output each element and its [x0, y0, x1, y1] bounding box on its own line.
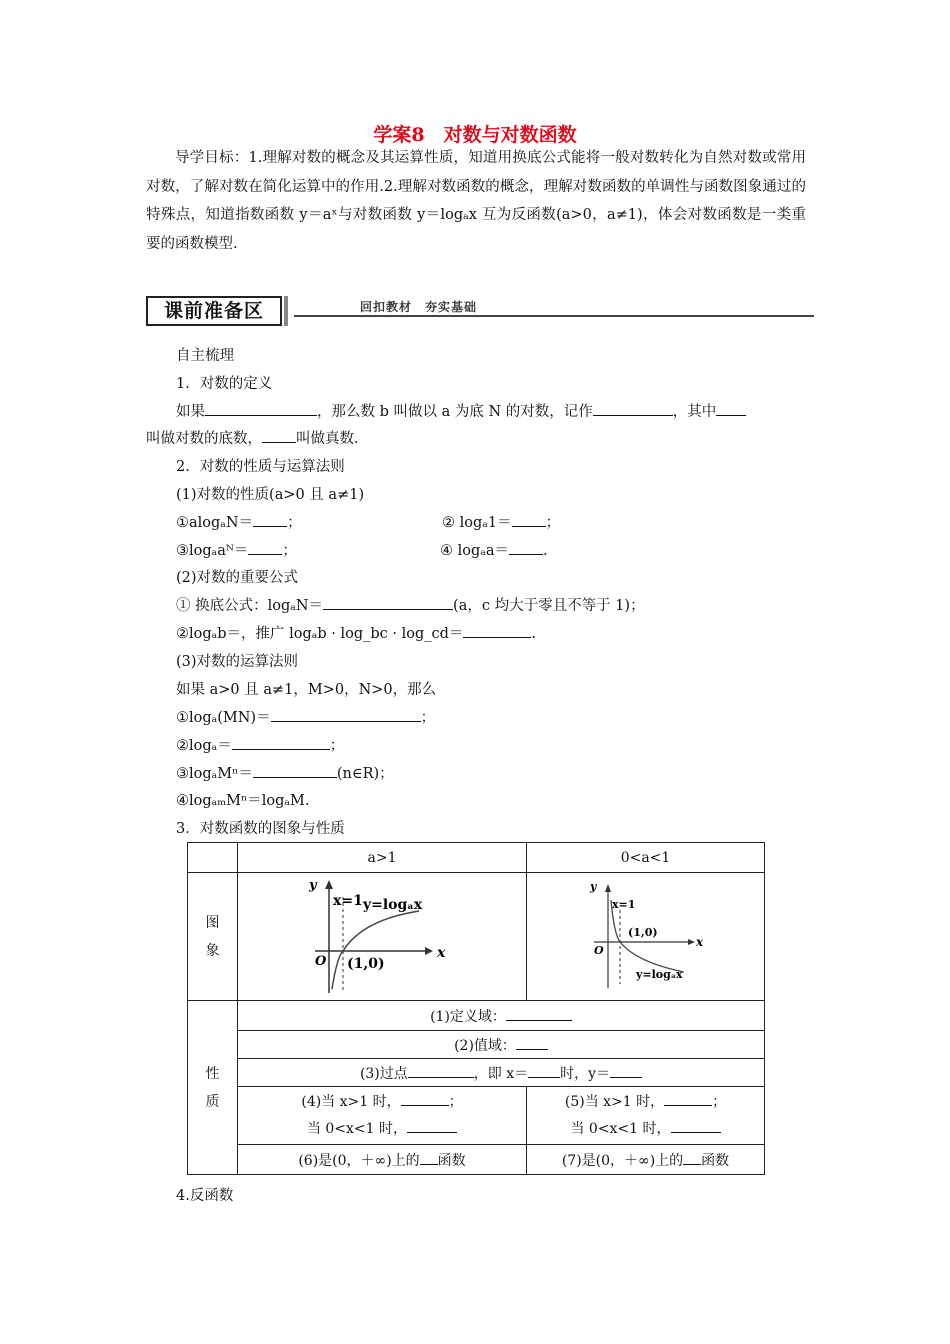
y-label: y [589, 879, 596, 893]
answer-blank[interactable] [323, 595, 453, 610]
answer-blank[interactable] [516, 1035, 548, 1050]
text-fragment: (5)当 x>1 时， [564, 1093, 665, 1110]
rule-4: ④logₐₘMⁿ＝logₐM. [176, 793, 310, 809]
banner-subtitle: 回扣教材 夯实基础 [360, 300, 478, 314]
property-3 [176, 539, 297, 560]
origin-label: O [315, 953, 327, 969]
answer-blank[interactable] [205, 401, 317, 416]
answer-blank[interactable] [664, 1091, 712, 1106]
prop-range [238, 1031, 765, 1059]
learning-goals [146, 144, 806, 258]
graph-increasing [307, 875, 457, 995]
section-1-heading: 1．对数的定义 [176, 376, 273, 392]
banner-divider [284, 296, 288, 326]
text-fragment: ② logₐ1＝ [442, 515, 512, 531]
prop-line [527, 1089, 764, 1116]
col-header-a-lt-1: 0<a<1 [527, 843, 765, 873]
prop-monotonic-decreasing [527, 1145, 765, 1175]
graph-cell-increasing [238, 873, 527, 1001]
answer-blank[interactable] [232, 735, 330, 750]
answer-blank[interactable] [463, 623, 531, 638]
answer-blank[interactable] [610, 1063, 642, 1078]
section-3-heading: 3．对数函数的图象与性质 [176, 821, 345, 837]
curve-label: y=logₐx [635, 967, 682, 981]
prop-fixed-point [238, 1059, 765, 1087]
answer-blank[interactable] [716, 401, 746, 416]
answer-blank[interactable] [248, 540, 282, 555]
point-label: (1,0) [627, 925, 658, 939]
answer-blank[interactable] [401, 1091, 449, 1106]
x-axis-arrow [425, 947, 433, 955]
property-2 [442, 511, 560, 532]
answer-blank[interactable] [528, 1063, 560, 1078]
answer-blank[interactable] [683, 1150, 701, 1165]
subsection-2-1: (1)对数的性质(a>0 且 a≠1) [176, 487, 365, 503]
answer-blank[interactable] [253, 512, 287, 527]
text-fragment: (3)过点 [359, 1065, 408, 1082]
property-4 [440, 539, 548, 560]
rule-condition: 如果 a>0 且 a≠1，M>0，N>0，那么 [176, 682, 437, 698]
text-fragment: ②logₐ＝ [176, 738, 232, 754]
text-fragment: (6)是(0，＋∞)上的 [298, 1152, 420, 1169]
row-header-text: 性质 [205, 1065, 220, 1110]
answer-blank[interactable] [253, 763, 337, 778]
definition-line [176, 400, 746, 421]
section-4-heading: 4.反函数 [176, 1188, 234, 1204]
prop-sign-decreasing [527, 1087, 765, 1145]
definition-line-2 [146, 427, 359, 448]
y-label: y [309, 877, 317, 893]
text-fragment: 如果 [176, 404, 205, 420]
row-header-graph [188, 873, 238, 1001]
prop-sign-increasing [238, 1087, 527, 1145]
text-fragment: ②logₐb＝，推广 logₐb · log_bc · log_cd＝ [176, 626, 464, 642]
prop-line [527, 1116, 764, 1143]
answer-blank[interactable] [512, 512, 546, 527]
text-fragment: 函数 [701, 1152, 730, 1169]
text-fragment: ，那么数 b 叫做以 a 为底 N 的对数，记作 [317, 404, 593, 420]
answer-blank[interactable] [420, 1150, 438, 1165]
x-label: x [437, 944, 446, 961]
goals-text: 1.理解对数的概念及其运算性质，知道用换底公式能将一般对数转化为自然对数或常用对数，了解对数在简化运算中的作用.2.理解对数函数的概念，理解对数函数的单调性与函数图象通过的特殊点，知道指数函数 y＝aˣ与对数函数 y＝logₐx 互为反函数(a>0，a≠1)，体会对数函数是一类重要的函数模型. [146, 150, 807, 252]
section-banner [146, 296, 814, 324]
x-eq-label: x=1 [611, 897, 635, 911]
text-fragment: 叫做对数的底数， [146, 431, 262, 447]
text-fragment: (n∈R)； [336, 766, 394, 782]
x-label: x [695, 934, 703, 949]
text-fragment: ③logₐMⁿ＝ [176, 766, 253, 782]
prop-line [238, 1089, 526, 1116]
banner-rule [294, 315, 814, 317]
subsection-2-2: (2)对数的重要公式 [176, 570, 299, 586]
rule-2 [176, 734, 344, 755]
text-fragment: ； [282, 543, 297, 559]
row-header-text: 图象 [205, 914, 220, 959]
y-axis-arrow [325, 880, 333, 889]
answer-blank[interactable] [506, 1006, 572, 1021]
text-fragment: ； [448, 1093, 463, 1110]
text-fragment: ； [712, 1093, 727, 1110]
log-function-table [187, 842, 765, 1175]
text-fragment: ； [545, 515, 561, 531]
prop-monotonic-increasing [238, 1145, 527, 1175]
text-fragment: ，其中 [672, 404, 717, 420]
text-fragment: ，即 x＝ [473, 1065, 529, 1082]
text-fragment: ① 换底公式：logₐN＝ [176, 598, 324, 614]
text-fragment: ①logₐ(MN)＝ [176, 710, 271, 726]
answer-blank[interactable] [408, 1063, 474, 1078]
x-eq-label: x=1 [333, 892, 363, 909]
text-fragment: (7)是(0，＋∞)上的 [561, 1152, 684, 1169]
point-label: (1,0) [347, 955, 385, 972]
text-fragment: ①alogₐN＝ [176, 515, 254, 531]
x-axis-arrow [688, 939, 695, 945]
log-curve-increasing [332, 911, 419, 989]
origin-label: O [593, 943, 604, 957]
formula-chain [176, 622, 536, 643]
text-fragment: . [543, 543, 548, 559]
text-fragment: (4)当 x>1 时， [301, 1093, 401, 1110]
col-header-a-gt-1: a>1 [238, 843, 527, 873]
rule-1 [176, 706, 435, 727]
curve-label: y=logₐx [363, 896, 423, 913]
answer-blank[interactable] [509, 540, 543, 555]
text-fragment: (2)值域： [454, 1037, 516, 1054]
text-fragment: ③logₐaᴺ＝ [176, 543, 249, 559]
table-corner [188, 843, 238, 873]
rule-3 [176, 762, 394, 783]
text-fragment: ； [329, 738, 345, 754]
text-fragment: (1)定义域： [430, 1008, 506, 1025]
text-fragment: ； [420, 710, 436, 726]
text-fragment: 当 0<x<1 时， [306, 1120, 408, 1137]
goals-label: 导学目标： [175, 150, 249, 166]
banner-title: 课前准备区 [146, 296, 282, 326]
text-fragment: ④ logₐa＝ [440, 543, 509, 559]
text-fragment: 叫做真数. [296, 431, 359, 447]
graph-cell-decreasing [527, 873, 765, 1001]
formula-change-base [176, 594, 645, 615]
page-title: 学案8 对数与对数函数 [373, 124, 577, 146]
text-fragment: 函数 [437, 1152, 466, 1169]
graph-decreasing [586, 876, 706, 994]
prop-domain [238, 1001, 765, 1031]
text-fragment: . [531, 626, 537, 642]
text-fragment: (a，c 均大于零且不等于 1)； [453, 598, 645, 614]
text-fragment: 当 0<x<1 时， [570, 1120, 671, 1137]
answer-blank[interactable] [593, 401, 673, 416]
text-fragment: 时，y＝ [560, 1065, 611, 1082]
answer-blank[interactable] [407, 1118, 457, 1133]
answer-blank[interactable] [671, 1118, 721, 1133]
row-header-properties [188, 1001, 238, 1175]
self-review-heading: 自主梳理 [176, 348, 234, 364]
y-axis-arrow [605, 884, 611, 892]
prop-line [238, 1116, 526, 1143]
answer-blank[interactable] [262, 428, 296, 443]
answer-blank[interactable] [271, 707, 421, 722]
section-2-heading: 2．对数的性质与运算法则 [176, 459, 345, 475]
property-1 [176, 511, 302, 532]
subsection-2-3: (3)对数的运算法则 [176, 654, 299, 670]
text-fragment: ； [287, 515, 302, 531]
